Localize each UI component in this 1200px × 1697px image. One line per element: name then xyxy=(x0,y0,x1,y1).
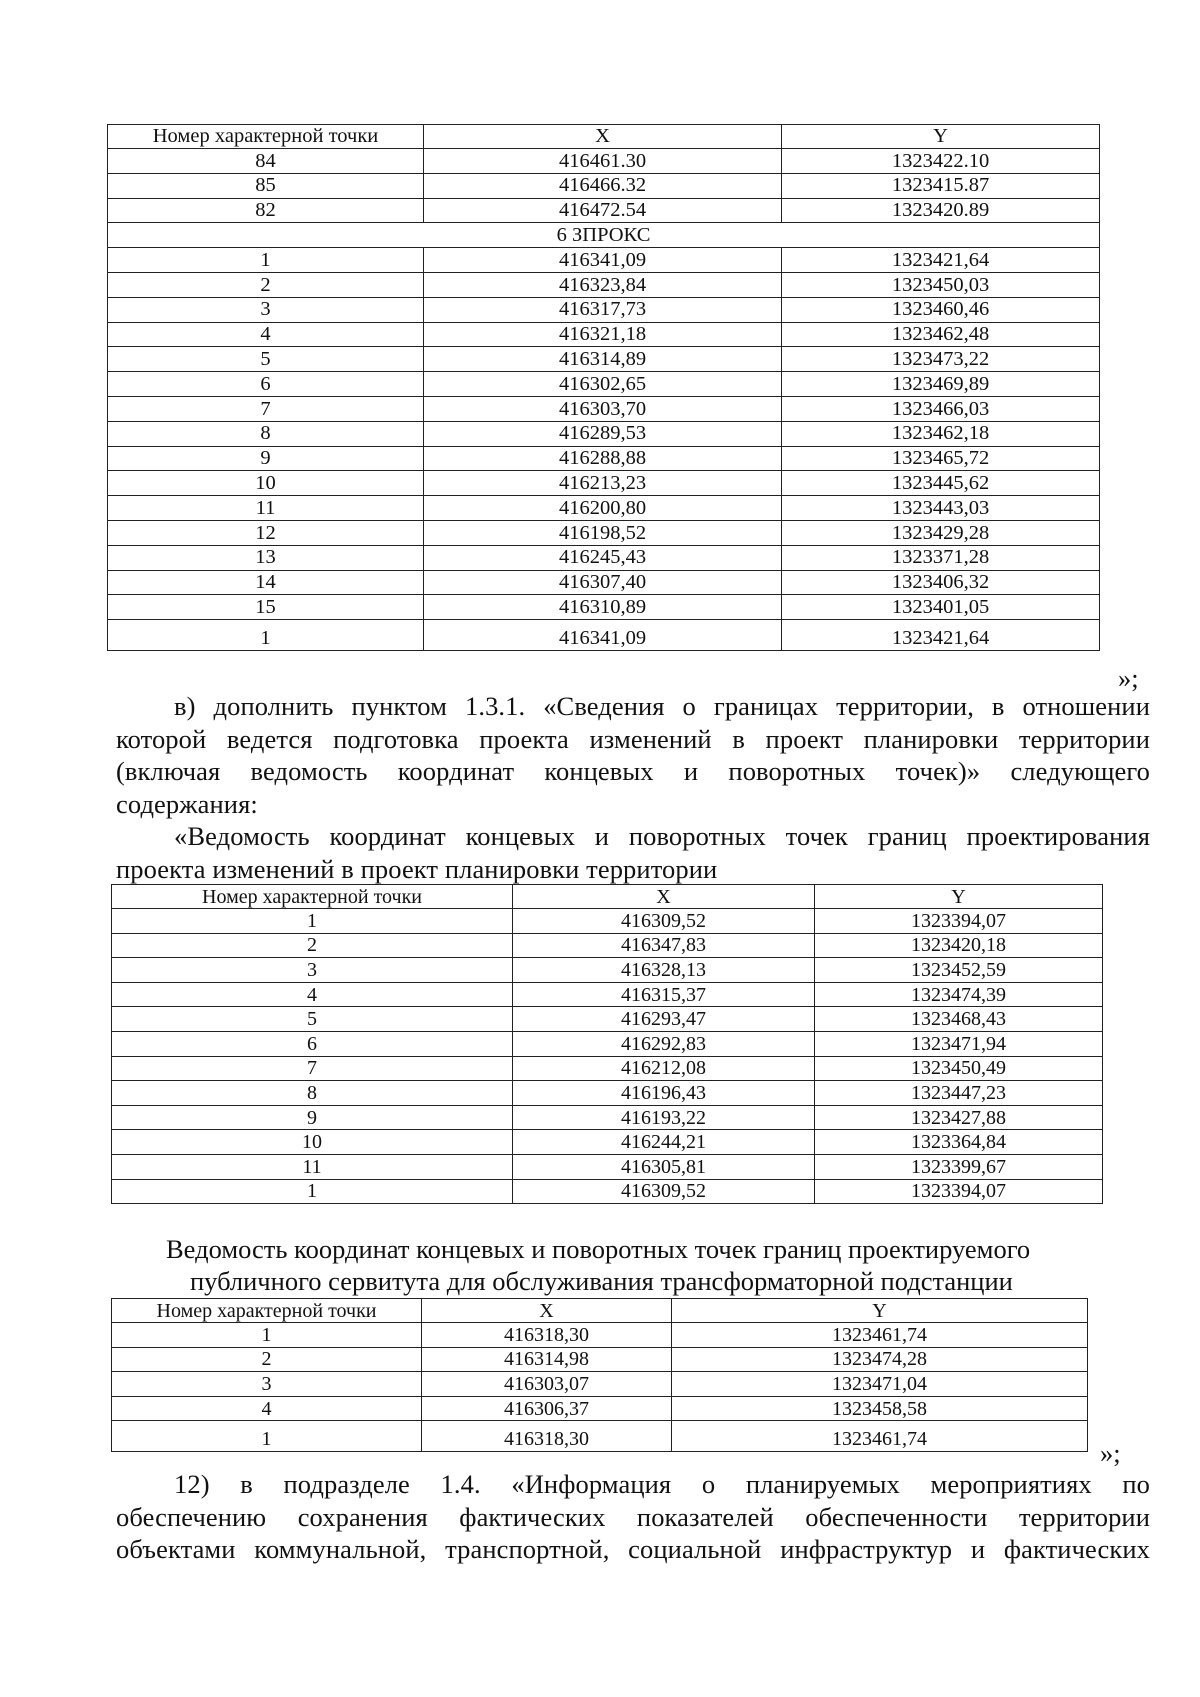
x-coordinate-cell: 416245,43 xyxy=(424,545,782,570)
table-row xyxy=(108,396,1100,421)
table-row xyxy=(112,933,1103,958)
header-y: Y xyxy=(815,885,1103,909)
table-row xyxy=(108,446,1100,471)
point-number-cell: 6 xyxy=(108,372,424,397)
point-number-cell: 5 xyxy=(112,1007,513,1032)
y-coordinate-cell: 1323465,72 xyxy=(782,446,1100,471)
x-coordinate-cell: 416200,80 xyxy=(424,496,782,521)
point-number-cell: 1 xyxy=(112,1179,513,1204)
point-number-cell: 4 xyxy=(112,982,513,1007)
header-x: X xyxy=(513,885,815,909)
paragraph-line: в) дополнить пунктом 1.3.1. «Сведения о границах территории, в отношении xyxy=(174,691,1150,721)
y-coordinate-cell: 1323452,59 xyxy=(815,958,1103,983)
header-x: X xyxy=(422,1299,672,1323)
y-coordinate-cell: 1323394,07 xyxy=(815,909,1103,934)
point-number-cell: 1 xyxy=(112,1421,422,1452)
y-coordinate-cell: 1323422.10 xyxy=(782,149,1100,174)
point-number-cell: 14 xyxy=(108,570,424,595)
y-coordinate-cell: 1323429,28 xyxy=(782,520,1100,545)
point-number-cell: 1 xyxy=(112,909,513,934)
table-row xyxy=(112,1130,1103,1155)
x-coordinate-cell: 416466.32 xyxy=(424,173,782,198)
x-coordinate-cell: 416472.54 xyxy=(424,198,782,223)
point-number-cell: 3 xyxy=(108,297,424,322)
y-coordinate-cell: 1323461,74 xyxy=(672,1323,1088,1348)
y-coordinate-cell: 1323445,62 xyxy=(782,471,1100,496)
y-coordinate-cell: 1323450,03 xyxy=(782,272,1100,297)
coordinates-table-3 xyxy=(111,1298,1088,1452)
point-number-cell: 11 xyxy=(112,1154,513,1179)
table-row xyxy=(108,570,1100,595)
point-number-cell: 2 xyxy=(108,272,424,297)
header-point-number: Номер характерной точки xyxy=(112,885,513,909)
table-row xyxy=(108,198,1100,223)
y-coordinate-cell: 1323443,03 xyxy=(782,496,1100,521)
header-point-number: Номер характерной точки xyxy=(108,125,424,149)
y-coordinate-cell: 1323461,74 xyxy=(672,1421,1088,1452)
x-coordinate-cell: 416321,18 xyxy=(424,322,782,347)
x-coordinate-cell: 416314,98 xyxy=(422,1347,672,1372)
paragraph-line: содержания: xyxy=(116,788,258,819)
x-coordinate-cell: 416198,52 xyxy=(424,520,782,545)
y-coordinate-cell: 1323427,88 xyxy=(815,1105,1103,1130)
table-row xyxy=(108,272,1100,297)
coordinates-table-2 xyxy=(111,884,1103,1204)
point-number-cell: 13 xyxy=(108,545,424,570)
x-coordinate-cell: 416302,65 xyxy=(424,372,782,397)
point-number-cell: 9 xyxy=(112,1105,513,1130)
point-number-cell: 9 xyxy=(108,446,424,471)
table-row xyxy=(108,496,1100,521)
x-coordinate-cell: 416309,52 xyxy=(513,1179,815,1204)
point-number-cell: 85 xyxy=(108,173,424,198)
table3-suffix: »; xyxy=(1100,1438,1121,1468)
table-row xyxy=(112,1347,1088,1372)
point-number-cell: 6 xyxy=(112,1031,513,1056)
y-coordinate-cell: 1323474,39 xyxy=(815,982,1103,1007)
x-coordinate-cell: 416341,09 xyxy=(424,248,782,273)
section-label: 6 ЗПРОКС xyxy=(108,223,1100,248)
table-row xyxy=(112,1372,1088,1397)
point-number-cell: 2 xyxy=(112,1347,422,1372)
header-point-number: Номер характерной точки xyxy=(112,1299,422,1323)
y-coordinate-cell: 1323473,22 xyxy=(782,347,1100,372)
y-coordinate-cell: 1323469,89 xyxy=(782,372,1100,397)
x-coordinate-cell: 416315,37 xyxy=(513,982,815,1007)
point-number-cell: 5 xyxy=(108,347,424,372)
point-number-cell: 82 xyxy=(108,198,424,223)
paragraph-line: объектами коммунальной, транспортной, социальной инфраструктур и фактических xyxy=(116,1534,1150,1564)
x-coordinate-cell: 416309,52 xyxy=(513,909,815,934)
x-coordinate-cell: 416328,13 xyxy=(513,958,815,983)
x-coordinate-cell: 416461.30 xyxy=(424,149,782,174)
table-row xyxy=(108,347,1100,372)
table-row xyxy=(108,620,1100,651)
paragraph-line: проекта изменений в проект планировки территории xyxy=(116,853,718,884)
table-row xyxy=(108,297,1100,322)
x-coordinate-cell: 416212,08 xyxy=(513,1056,815,1081)
table-row xyxy=(112,958,1103,983)
table-row xyxy=(112,909,1103,934)
x-coordinate-cell: 416303,07 xyxy=(422,1372,672,1397)
table-row xyxy=(108,372,1100,397)
point-number-cell: 15 xyxy=(108,595,424,620)
x-coordinate-cell: 416306,37 xyxy=(422,1396,672,1421)
table-header-row xyxy=(112,885,1103,909)
paragraph-statement-title xyxy=(116,820,1150,885)
paragraph-line: (включая ведомость координат концевых и поворотных точек)» следующего xyxy=(116,756,1150,786)
y-coordinate-cell: 1323406,32 xyxy=(782,570,1100,595)
x-coordinate-cell: 416292,83 xyxy=(513,1031,815,1056)
x-coordinate-cell: 416288,88 xyxy=(424,446,782,471)
point-number-cell: 10 xyxy=(112,1130,513,1155)
y-coordinate-cell: 1323421,64 xyxy=(782,248,1100,273)
table-row xyxy=(108,421,1100,446)
table-row xyxy=(112,1031,1103,1056)
table-row xyxy=(108,471,1100,496)
point-number-cell: 11 xyxy=(108,496,424,521)
paragraph-line: «Ведомость координат концевых и поворотных точек границ проектирования xyxy=(174,821,1150,851)
paragraph-item-12 xyxy=(116,1468,1150,1566)
table-row xyxy=(112,1007,1103,1032)
table-row xyxy=(108,173,1100,198)
point-number-cell: 10 xyxy=(108,471,424,496)
servitude-heading-line2: публичного сервитута для обслуживания трансформаторной подстанции xyxy=(190,1266,1013,1296)
x-coordinate-cell: 416193,22 xyxy=(513,1105,815,1130)
table-row xyxy=(112,1056,1103,1081)
coordinates-table-1 xyxy=(107,124,1100,651)
header-x: X xyxy=(424,125,782,149)
x-coordinate-cell: 416310,89 xyxy=(424,595,782,620)
paragraph-line: 12) в подразделе 1.4. «Информация о планируемых мероприятиях по xyxy=(174,1469,1150,1499)
y-coordinate-cell: 1323420,18 xyxy=(815,933,1103,958)
x-coordinate-cell: 416347,83 xyxy=(513,933,815,958)
y-coordinate-cell: 1323462,18 xyxy=(782,421,1100,446)
y-coordinate-cell: 1323399,67 xyxy=(815,1154,1103,1179)
x-coordinate-cell: 416213,23 xyxy=(424,471,782,496)
table-row xyxy=(108,248,1100,273)
table1-suffix: »; xyxy=(1118,663,1139,693)
paragraph-amendment-v xyxy=(116,690,1150,820)
y-coordinate-cell: 1323471,04 xyxy=(672,1372,1088,1397)
x-coordinate-cell: 416293,47 xyxy=(513,1007,815,1032)
y-coordinate-cell: 1323421,64 xyxy=(782,620,1100,651)
point-number-cell: 2 xyxy=(112,933,513,958)
y-coordinate-cell: 1323458,58 xyxy=(672,1396,1088,1421)
x-coordinate-cell: 416307,40 xyxy=(424,570,782,595)
point-number-cell: 3 xyxy=(112,958,513,983)
y-coordinate-cell: 1323468,43 xyxy=(815,1007,1103,1032)
point-number-cell: 1 xyxy=(108,620,424,651)
table-row xyxy=(112,1154,1103,1179)
table-header-row xyxy=(108,125,1100,149)
point-number-cell: 3 xyxy=(112,1372,422,1397)
table-row xyxy=(112,1421,1088,1452)
header-y: Y xyxy=(672,1299,1088,1323)
paragraph-line: которой ведется подготовка проекта изменений в проект планировки территории xyxy=(116,723,1150,754)
table-row xyxy=(112,1105,1103,1130)
y-coordinate-cell: 1323394,07 xyxy=(815,1179,1103,1204)
x-coordinate-cell: 416196,43 xyxy=(513,1081,815,1106)
y-coordinate-cell: 1323474,28 xyxy=(672,1347,1088,1372)
table-row xyxy=(108,545,1100,570)
x-coordinate-cell: 416317,73 xyxy=(424,297,782,322)
table-header-row xyxy=(112,1299,1088,1323)
point-number-cell: 4 xyxy=(112,1396,422,1421)
x-coordinate-cell: 416303,70 xyxy=(424,396,782,421)
x-coordinate-cell: 416318,30 xyxy=(422,1323,672,1348)
table-row xyxy=(112,1323,1088,1348)
table-row xyxy=(112,1179,1103,1204)
x-coordinate-cell: 416341,09 xyxy=(424,620,782,651)
table-row xyxy=(112,1081,1103,1106)
point-number-cell: 1 xyxy=(108,248,424,273)
servitude-heading-line1: Ведомость координат концевых и поворотных точек границ проектируемого xyxy=(166,1234,1031,1264)
point-number-cell: 84 xyxy=(108,149,424,174)
y-coordinate-cell: 1323462,48 xyxy=(782,322,1100,347)
y-coordinate-cell: 1323460,46 xyxy=(782,297,1100,322)
y-coordinate-cell: 1323466,03 xyxy=(782,396,1100,421)
point-number-cell: 8 xyxy=(112,1081,513,1106)
point-number-cell: 1 xyxy=(112,1323,422,1348)
y-coordinate-cell: 1323471,94 xyxy=(815,1031,1103,1056)
point-number-cell: 7 xyxy=(108,396,424,421)
x-coordinate-cell: 416318,30 xyxy=(422,1421,672,1452)
y-coordinate-cell: 1323447,23 xyxy=(815,1081,1103,1106)
y-coordinate-cell: 1323450,49 xyxy=(815,1056,1103,1081)
x-coordinate-cell: 416244,21 xyxy=(513,1130,815,1155)
point-number-cell: 8 xyxy=(108,421,424,446)
y-coordinate-cell: 1323401,05 xyxy=(782,595,1100,620)
point-number-cell: 12 xyxy=(108,520,424,545)
section-row xyxy=(108,223,1100,248)
y-coordinate-cell: 1323371,28 xyxy=(782,545,1100,570)
table-row xyxy=(112,1396,1088,1421)
x-coordinate-cell: 416314,89 xyxy=(424,347,782,372)
header-y: Y xyxy=(782,125,1100,149)
table-row xyxy=(108,595,1100,620)
point-number-cell: 7 xyxy=(112,1056,513,1081)
x-coordinate-cell: 416305,81 xyxy=(513,1154,815,1179)
x-coordinate-cell: 416323,84 xyxy=(424,272,782,297)
y-coordinate-cell: 1323364,84 xyxy=(815,1130,1103,1155)
paragraph-line: обеспечению сохранения фактических показателей обеспеченности территории xyxy=(116,1501,1150,1532)
table-row xyxy=(108,322,1100,347)
x-coordinate-cell: 416289,53 xyxy=(424,421,782,446)
y-coordinate-cell: 1323420.89 xyxy=(782,198,1100,223)
table-row xyxy=(112,982,1103,1007)
y-coordinate-cell: 1323415.87 xyxy=(782,173,1100,198)
table-row xyxy=(108,149,1100,174)
table-row xyxy=(108,520,1100,545)
point-number-cell: 4 xyxy=(108,322,424,347)
